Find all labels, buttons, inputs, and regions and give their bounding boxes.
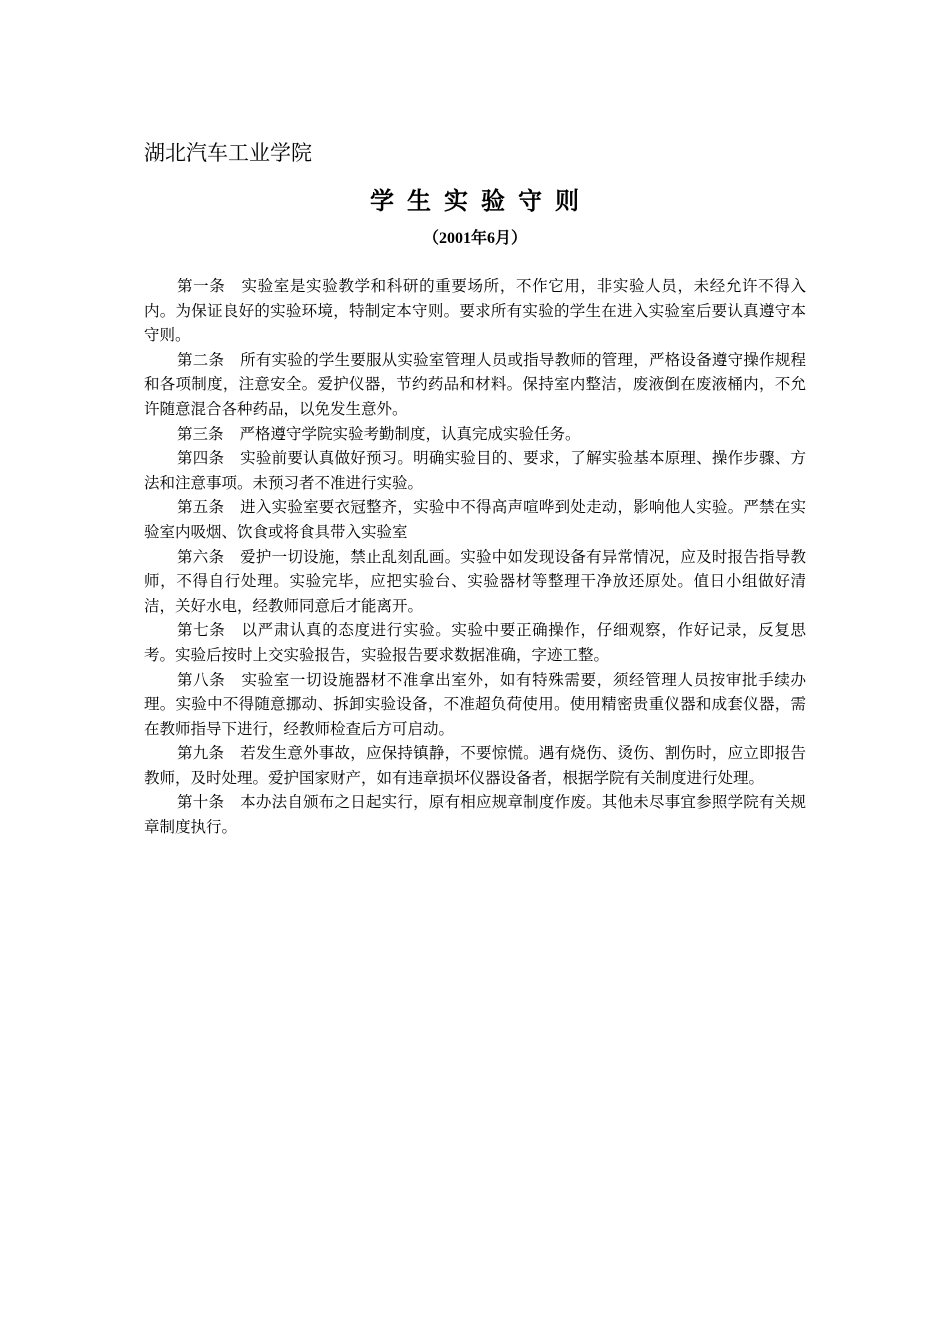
article-6 [144, 545, 806, 619]
article-text: 实验前要认真做好预习。明确实验目的、要求，了解实验基本原理、操作步骤、方法和注意事项。未预习者不准进行实验。 [144, 449, 806, 492]
article-text: 严格遵守学院实验考勤制度，认真完成实验任务。 [239, 424, 581, 443]
article-text: 若发生意外事故，应保持镇静，不要惊慌。遇有烧伤、烫伤、割伤时，应立即报告教师，及时处理。爱护国家财产，如有违章损坏仪器设备者，根据学院有关制度进行处理。 [144, 744, 806, 787]
article-text: 爱护一切设施，禁止乱刻乱画。实验中如发现设备有异常情况，应及时报告指导教师，不得自行处理。实验完毕，应把实验台、实验器材等整理干净放还原处。值日小组做好清洁，关好水电，经教师同意后才能离开。 [144, 547, 806, 615]
article-number: 第十条 [177, 793, 225, 812]
article-text: 实验室是实验教学和科研的重要场所，不作它用，非实验人员，未经允许不得入内。为保证良好的实验环境，特制定本守则。要求所有实验的学生在进入实验室后要认真遵守本守则。 [144, 277, 806, 345]
article-number: 第三条 [177, 424, 224, 443]
article-8 [144, 668, 806, 742]
article-text: 以严肃认真的态度进行实验。实验中要正确操作，仔细观察，作好记录，反复思考。实验后按时上交实验报告，实验报告要求数据准确，字迹工整。 [144, 621, 806, 664]
article-number: 第四条 [177, 449, 225, 468]
article-number: 第六条 [177, 547, 225, 566]
article-9 [144, 741, 806, 790]
article-number: 第七条 [177, 621, 226, 640]
article-5 [144, 495, 806, 544]
institution-name: 湖北汽车工业学院 [144, 141, 312, 165]
article-number: 第九条 [177, 744, 225, 763]
articles-list [144, 274, 806, 840]
article-number: 第五条 [177, 498, 225, 517]
article-number: 第一条 [177, 277, 226, 295]
article-4 [144, 446, 806, 495]
document-date: （2001年6月） [422, 230, 527, 247]
article-text: 实验室一切设施器材不准拿出室外，如有特殊需要，须经管理人员按审批手续办理。实验中不得随意挪动、拆卸实验设备，不准超负荷使用。使用精密贵重仪器和成套仪器，需在教师指导下进行，经教师检查后方可启动。 [144, 670, 806, 738]
article-text: 所有实验的学生要服从实验室管理人员或指导教师的管理，严格设备遵守操作规程和各项制度，注意安全。爱护仪器，节约药品和材料。保持室内整洁，废液倒在废液桶内，不允许随意混合各种药品，以免发生意外。 [144, 350, 806, 418]
article-10 [144, 790, 806, 839]
article-text: 进入实验室要衣冠整齐，实验中不得高声喧哗到处走动，影响他人实验。严禁在实验室内吸烟、饮食或将食具带入实验室 [144, 498, 806, 541]
article-3 [144, 422, 806, 447]
article-number: 第八条 [177, 670, 226, 689]
article-1 [144, 274, 806, 348]
article-2 [144, 348, 806, 422]
document-title: 学生实验守则 [370, 187, 592, 215]
article-number: 第二条 [177, 350, 225, 369]
article-7 [144, 618, 806, 667]
article-text: 本办法自颁布之日起实行，原有相应规章制度作废。其他未尽事宜参照学院有关规章制度执行。 [144, 793, 806, 837]
